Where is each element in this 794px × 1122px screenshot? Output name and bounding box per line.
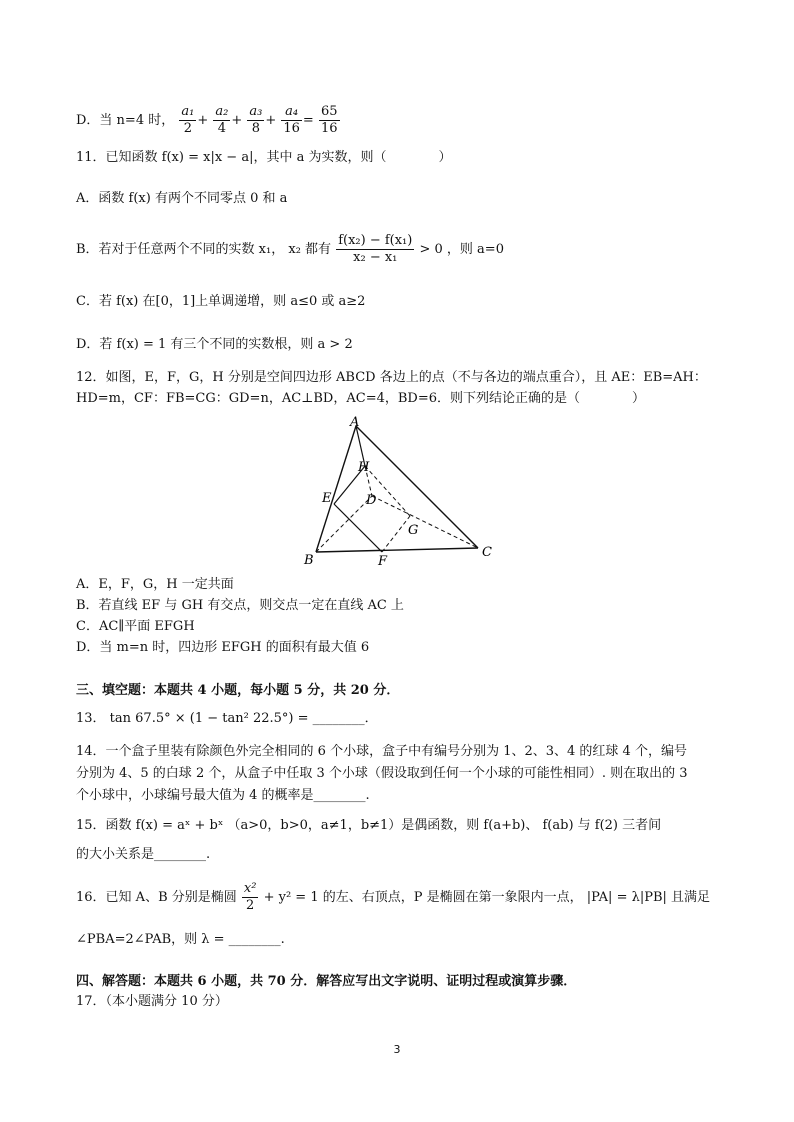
label-c: C [482,545,492,560]
q12-option-d: D．当 m=n 时，四边形 EFGH 的面积有最大值 6 [76,640,370,655]
label-h: H [358,460,370,475]
q16-prefix: 16．已知 A、B 分别是椭圆 [76,890,237,905]
q10-term-1: $\frac{\text{a₁}}{2}$ [181,104,195,136]
section3-heading: 三、填空题：本题共 4 小题，每小题 5 分，共 20 分． [76,683,400,698]
label-e: E [322,491,332,506]
q11-stem: 11．已知函数 f(x) = x|x − a|，其中 a 为实数，则（ ） [76,150,452,165]
q11-option-b-suffix: > 0 ，则 a=0 [419,242,504,257]
q16-ellipse-fraction: $\frac{\text{x²}}{2}$ [243,881,257,913]
q15-line2: 的大小关系是________. [76,847,211,862]
q12-tetrahedron-figure [300,416,500,568]
q11-option-b-fraction: $\frac{\text{f(x₂) − f(x₁)}}{\text{x₂ − x₁}}$ [338,233,413,265]
edge-fg [382,516,410,552]
edge-bc [316,548,478,552]
q16-suffix: + y² = 1 的左、右顶点，P 是椭圆在第一象限内一点， |PA| = λ|PB| 且满足 [263,890,711,905]
label-f: F [378,554,388,568]
q15-line1: 15．函数 f(x) = aˣ + bˣ （a>0，b>0，a≠1，b≠1）是偶函数，则 f(a+b)、 f(ab) 与 f(2) 三者间 [76,818,662,833]
q14-line3: 个小球中，小球编号最大值为 4 的概率是________. [76,788,370,803]
q12-stem-line2: HD=m，CF：FB=CG：GD=n，AC⊥BD，AC=4，BD=6．则下列结论正确的是（ ） [76,391,645,406]
section4-heading: 四、解答题：本题共 6 小题，共 70 分．解答应写出文字说明、证明过程或演算步骤． [76,974,577,989]
edge-ab [316,426,356,552]
q16-line2: ∠PBA=2∠PAB，则 λ = ________. [76,932,285,947]
q10-option-d-prefix: D．当 n=4 时， [76,113,175,128]
edge-ef [334,504,382,552]
q11-option-b [76,233,504,266]
q13: 13． tan 67.5° × (1 − tan² 22.5°) = ________． [76,711,378,726]
label-d: D [366,493,377,508]
q17: 17．（本小题满分 10 分） [76,994,228,1009]
q11-option-c: C．若 f(x) 在[0，1]上单调递增，则 a≤0 或 a≥2 [76,294,366,309]
q12-option-c: C．AC∥平面 EFGH [76,619,195,634]
q10-result: $\frac{65}{16}$ [320,104,338,136]
q12-option-b: B．若直线 EF 与 GH 有交点，则交点一定在直线 AC 上 [76,598,404,613]
q14-line1: 14．一个盒子里装有除颜色外完全相同的 6 个小球，盒子中有编号分别为 1、2、3、4 的红球 4 个，编号 [76,744,687,759]
q10-option-d: D．当 n=4 时， $\frac{\text{a₁}}{2}$ + $\frac{\text{a₂}}{4}$ + $\frac{\text{a₃}}{8}$ + $\frac{\text{a₄}}{16}$ = $\frac{65}{16}$ [76,104,338,136]
label-g: G [408,523,419,538]
q14-line2: 分别为 4、5 的白球 2 个，从盒子中任取 3 个小球（假设取到任何一个小球的可能性相同）. 则在取出的 3 [76,766,688,781]
q11-option-b-prefix: B．若对于任意两个不同的实数 x₁， x₂ 都有 [76,242,332,257]
q12-stem-line1: 12．如图，E，F，G，H 分别是空间四边形 ABCD 各边上的点（不与各边的端点重合），且 AE：EB=AH： [76,370,707,385]
edge-dc [372,496,478,548]
label-b: B [304,553,314,568]
page-number: 3 [393,1043,401,1056]
q12-option-a: A．E，F，G，H 一定共面 [76,577,234,592]
q11-option-a: A．函数 f(x) 有两个不同零点 0 和 a [76,191,288,206]
label-a: A [350,416,360,430]
q16-line1 [76,881,710,914]
q10-term-3: $\frac{\text{a₃}}{8}$ [249,104,263,136]
q11-option-d: D．若 f(x) = 1 有三个不同的实数根，则 a > 2 [76,337,353,352]
q10-term-4: $\frac{\text{a₄}}{16}$ [283,104,300,136]
q10-term-2: $\frac{\text{a₂}}{4}$ [215,104,229,136]
